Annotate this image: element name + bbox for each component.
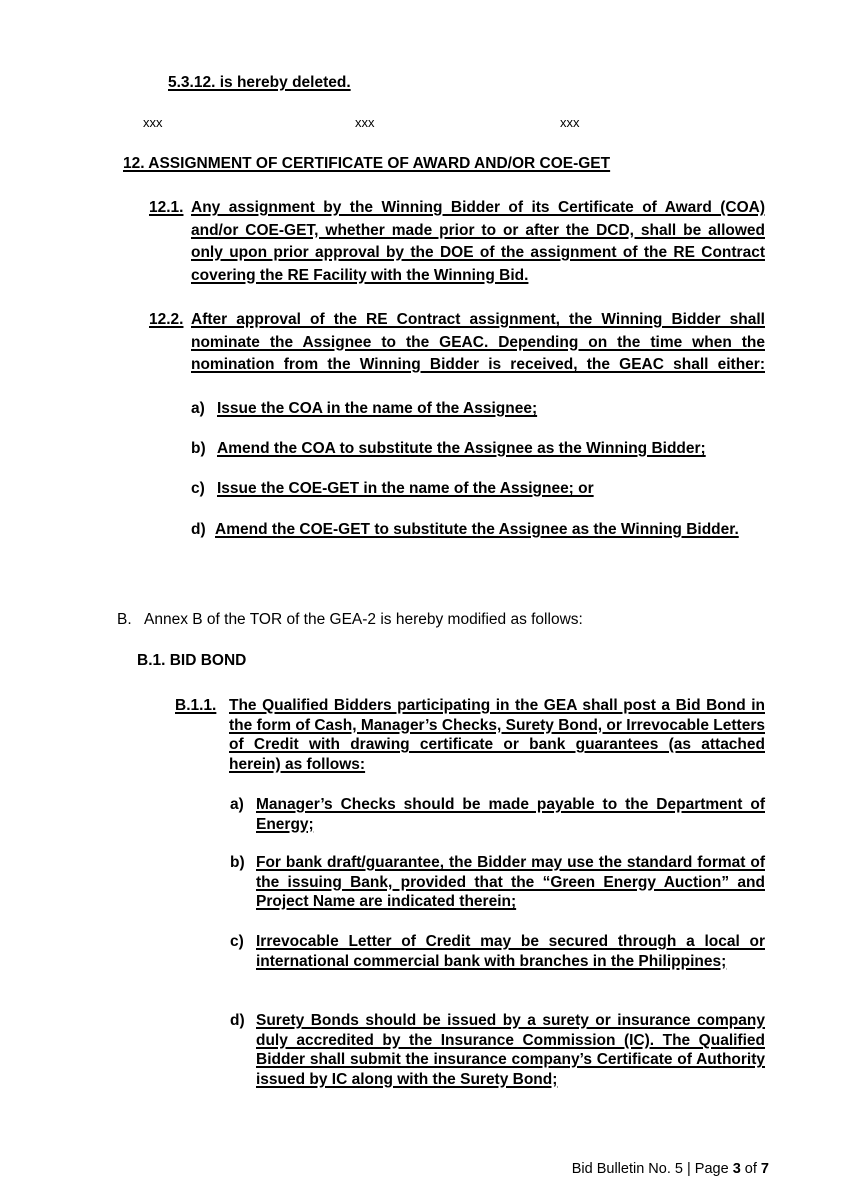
list-item-label: b): [230, 854, 245, 871]
list-item-text: Amend the COA to substitute the Assignee as the Winning Bidder;: [217, 440, 706, 457]
list-item-b-c: [230, 932, 765, 971]
list-item-label: c): [191, 480, 205, 497]
paragraph-12-2-text: After approval of the RE Contract assignment, the Winning Bidder shall nominate the Assignee to the GEAC. Depending on the time when the nomination from the Winning Bidder is received, the GEAC shall either:: [191, 311, 765, 373]
paragraph-12-2-number: 12.2.: [149, 311, 184, 328]
list-item-text: Surety Bonds should be issued by a surety or insurance company duly accredited by the Insurance Commission (IC). The Qualified Bidder shall submit the insurance company’s Certificate of Authority issued by IC along with the Surety Bond;: [256, 1012, 765, 1088]
list-item-text: Irrevocable Letter of Credit may be secured through a local or international commercial bank with branches in the Philippines;: [256, 933, 765, 970]
list-item-12-c: [191, 479, 765, 499]
paragraph-12-1: [149, 197, 765, 287]
list-item-label: a): [230, 796, 244, 813]
list-item-text: Amend the COE-GET to substitute the Assignee as the Winning Bidder.: [215, 521, 739, 538]
list-item-label: c): [230, 933, 244, 950]
separator-xxx-1: xxx: [143, 115, 163, 130]
paragraph-b-1-1-number: B.1.1.: [175, 697, 217, 714]
section-b-intro-text: Annex B of the TOR of the GEA-2 is hereby modified as follows:: [144, 611, 583, 628]
paragraph-12-2: [149, 309, 765, 377]
list-item-text: For bank draft/guarantee, the Bidder may use the standard format of the issuing Bank, provided that the “Green Energy Auction” and Project Name are indicated therein;: [256, 854, 765, 911]
list-item-label: d): [230, 1012, 245, 1029]
section-12-heading: 12. ASSIGNMENT OF CERTIFICATE OF AWARD AND/OR COE-GET: [123, 155, 611, 172]
paragraph-b-1-1-text: The Qualified Bidders participating in the GEA shall post a Bid Bond in the form of Cash, Manager’s Checks, Surety Bond, or Irrevocable Letters of Credit with drawing certificate or bank guarantees (as attached herein) as follows:: [229, 697, 765, 773]
footer-bulletin-label: Bid Bulletin No. 5 | Page: [571, 1161, 733, 1177]
section-b-label: B.: [117, 611, 132, 628]
list-item-text: Issue the COA in the name of the Assignee;: [217, 400, 538, 417]
list-item-12-b: [191, 439, 765, 459]
b1-heading: B.1. BID BOND: [137, 652, 247, 669]
section-b-intro: [117, 610, 777, 630]
list-item-label: d): [191, 521, 206, 538]
list-item-label: b): [191, 440, 206, 457]
footer-page-total: 7: [760, 1161, 769, 1177]
list-item-12-d: [191, 519, 765, 542]
list-item-text: Manager’s Checks should be made payable to the Department of Energy;: [256, 796, 765, 833]
list-item-text: Issue the COE-GET in the name of the Assignee; or: [217, 480, 594, 497]
list-item-label: a): [191, 400, 205, 417]
footer-page-number: 3: [732, 1161, 741, 1177]
list-item-12-a: [191, 399, 765, 419]
separator-xxx-3: xxx: [560, 115, 580, 130]
deleted-clause: 5.3.12. is hereby deleted.: [168, 74, 351, 91]
footer-of: of: [740, 1161, 761, 1177]
paragraph-12-1-text: Any assignment by the Winning Bidder of its Certificate of Award (COA) and/or COE-GET, whether made prior to or after the DCD, shall be allowed only upon prior approval by the DOE of the assignment of the RE Contract covering the RE Facility with the Winning Bid.: [191, 199, 765, 284]
list-item-b-b: [230, 853, 765, 912]
paragraph-12-1-number: 12.1.: [149, 199, 184, 216]
list-item-b-d: [230, 1011, 765, 1089]
list-item-b-a: [230, 795, 765, 834]
separator-xxx-2: xxx: [355, 115, 375, 130]
paragraph-b-1-1: [175, 696, 765, 774]
page-footer: [572, 1159, 769, 1179]
